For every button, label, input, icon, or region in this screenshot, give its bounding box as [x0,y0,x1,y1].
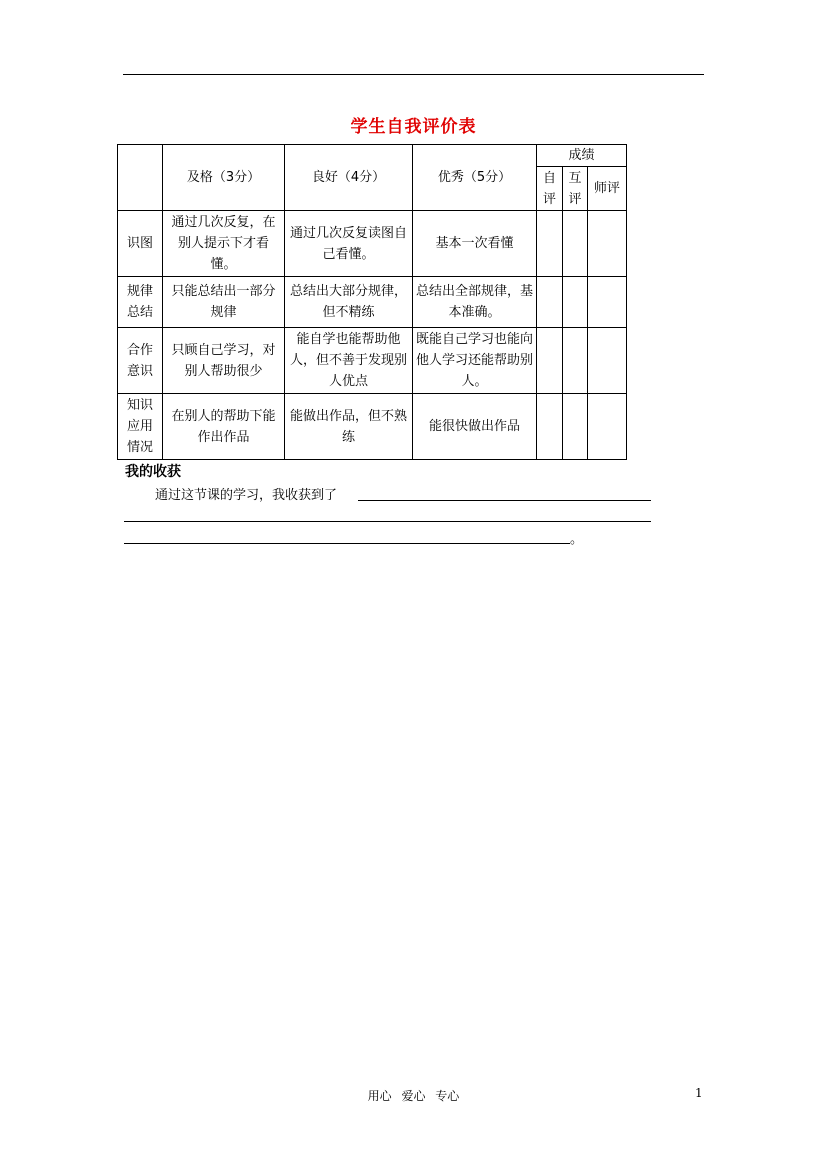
page-title: 学生自我评价表 [350,117,477,137]
header-self: 自评 [537,167,563,211]
page-footer: 用心 爱心 专心 [367,1089,460,1103]
evaluation-table [117,144,627,460]
gain-prompt: 通过这节课的学习，我收获到了 [155,488,338,503]
cell-self [537,211,563,277]
page-number: 1 [695,1086,703,1100]
cell-self [537,394,563,460]
header-good: 良好（4分） [285,145,413,211]
cell-good: 能做出作品，但不熟练 [285,394,413,460]
row-category: 合作意识 [118,328,163,394]
cell-pass: 在别人的帮助下能作出作品 [163,394,285,460]
table-row [118,394,627,460]
answer-line [358,500,651,501]
cell-excellent: 基本一次看懂 [413,211,537,277]
table-row [118,277,627,328]
cell-excellent: 能很快做出作品 [413,394,537,460]
row-category: 知识应用情况 [118,394,163,460]
table-row [118,211,627,277]
header-teacher: 师评 [588,167,627,211]
header-excellent: 优秀（5分） [413,145,537,211]
cell-teacher [588,328,627,394]
cell-excellent: 既能自己学习也能向他人学习还能帮助别人。 [413,328,537,394]
cell-self [537,328,563,394]
cell-good: 总结出大部分规律，但不精练 [285,277,413,328]
cell-peer [563,328,588,394]
header-pass: 及格（3分） [163,145,285,211]
cell-pass: 通过几次反复，在别人提示下才看懂。 [163,211,285,277]
cell-good: 能自学也能帮助他人，但不善于发现别人优点 [285,328,413,394]
corner-cell [118,145,163,211]
answer-line [124,543,570,544]
cell-peer [563,211,588,277]
header-rule [123,74,704,75]
cell-pass: 只顾自己学习，对别人帮助很少 [163,328,285,394]
header-score: 成绩 [537,145,627,167]
cell-self [537,277,563,328]
cell-peer [563,277,588,328]
header-peer: 互评 [563,167,588,211]
cell-teacher [588,394,627,460]
gain-heading: 我的收获 [125,464,181,480]
end-mark: 。 [570,532,584,547]
cell-teacher [588,277,627,328]
row-category: 识图 [118,211,163,277]
answer-line [124,521,651,522]
cell-peer [563,394,588,460]
table-row [118,328,627,394]
cell-pass: 只能总结出一部分规律 [163,277,285,328]
cell-teacher [588,211,627,277]
row-category: 规律总结 [118,277,163,328]
cell-good: 通过几次反复读图自己看懂。 [285,211,413,277]
cell-excellent: 总结出全部规律，基本准确。 [413,277,537,328]
